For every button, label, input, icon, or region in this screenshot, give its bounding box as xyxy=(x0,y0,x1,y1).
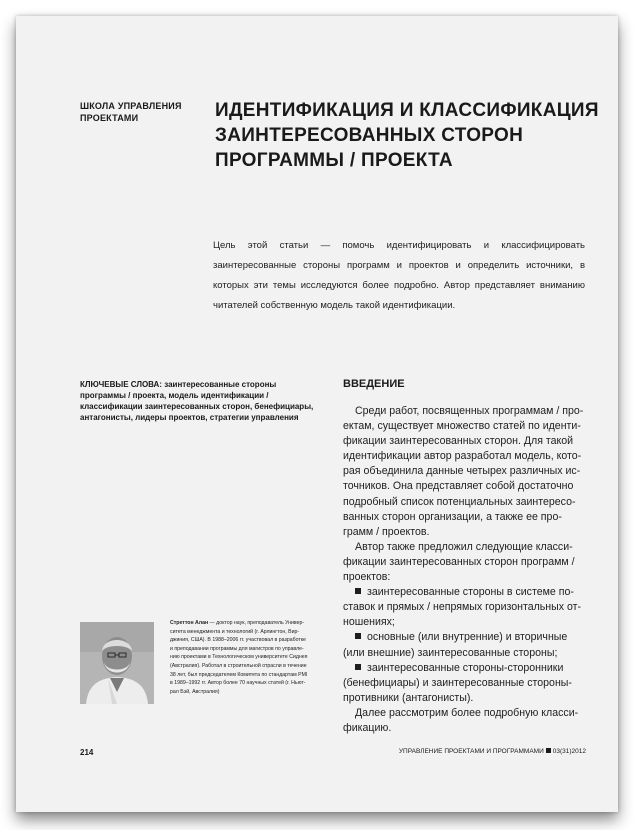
body-line: фикацию. xyxy=(343,721,392,734)
body-line: противники (антагонисты). xyxy=(343,691,474,704)
body-line: проектов: xyxy=(343,571,391,584)
bio-line: 38 лет, был председателем Комитета по стандартам PMI xyxy=(170,671,308,678)
author-name: Стреттон Алан xyxy=(170,620,209,626)
body-line: основные (или внутренние) и вторичные xyxy=(367,631,568,644)
body-line: ванных сторон организации, а также ее про- xyxy=(343,510,562,523)
body-line: заинтересованные стороны в системе по- xyxy=(367,586,574,599)
journal-name: УПРАВЛЕНИЕ ПРОЕКТАМИ И ПРОГРАММАМИ xyxy=(398,748,544,755)
bullet-icon xyxy=(355,664,361,670)
journal-issue: 03(31)2012 xyxy=(552,748,586,755)
body-text xyxy=(343,404,588,736)
body-line: ектам, существует множество статей по иденти- xyxy=(343,420,581,433)
journal-footer xyxy=(390,748,586,755)
section-label-line: ПРОЕКТАМИ xyxy=(80,113,139,123)
author-bio xyxy=(170,619,330,696)
body-line: (бенефициары) и заинтересованные стороны- xyxy=(343,676,572,689)
author-photo xyxy=(80,622,154,704)
body-line: Автор также предложил следующие класси- xyxy=(355,540,573,553)
bio-line: джиния, США). В 1988–2006 гг. участвовал в разработке xyxy=(170,637,306,644)
section-label xyxy=(80,100,190,124)
title-line: ИДЕНТИФИКАЦИЯ И КЛАССИФИКАЦИЯ xyxy=(215,100,599,121)
body-line: (или внешние) заинтересованные стороны; xyxy=(343,646,558,659)
bio-line: и преподавании программы для магистров по управле- xyxy=(170,645,304,652)
bio-line: ситета менеджмента и технологий (г. Арлингтон, Вир- xyxy=(170,628,300,635)
body-line: грамм / проектов. xyxy=(343,525,430,538)
bullet-item xyxy=(343,661,588,676)
bullet-icon xyxy=(355,588,361,594)
section-label-line: ШКОЛА УПРАВЛЕНИЯ xyxy=(80,101,182,111)
body-line: идентификации автор разработал модель, кото- xyxy=(343,450,582,463)
bio-line: рал Бэй, Австралия) xyxy=(170,688,220,695)
body-line: рая объединила данные четырех различных ис- xyxy=(343,465,581,478)
bio-line: в 1989–1992 гг. Автор более 70 научных статей (г. Ньют- xyxy=(170,680,306,687)
bullet-item xyxy=(343,630,588,645)
bio-line-text: — доктор наук, преподаватель Универ- xyxy=(208,620,305,626)
author-portrait-icon xyxy=(80,622,154,704)
title-line: ПРОГРАММЫ / ПРОЕКТА xyxy=(215,150,453,171)
abstract: Цель этой статьи — помочь идентифицировать и классифицировать заинтересованные стороны программ и проектов и определить источники, в которых эти темы исследуются более подробно. Автор представляет вниманию читателей собственную модель такой идентификации. xyxy=(213,240,585,311)
body-line: подробный список потенциальных заинтересо- xyxy=(343,495,576,508)
body-line: фикации заинтересованных сторон программ / xyxy=(343,555,575,568)
bio-line: (Австралия). Работал в строительной отрасли в течение xyxy=(170,662,307,669)
body-line: точников. Она представляет собой достаточно xyxy=(343,480,574,493)
bullet-icon xyxy=(355,633,361,639)
article-title xyxy=(215,98,599,173)
title-line: ЗАИНТЕРЕСОВАННЫХ СТОРОН xyxy=(215,125,524,146)
intro-heading: ВВЕДЕНИЕ xyxy=(343,378,405,390)
body-line: Среди работ, посвященных программам / про- xyxy=(355,405,584,417)
body-line: заинтересованные стороны-сторонники xyxy=(367,661,564,674)
bio-line: нию проектами в Технологическом университете Сиднея xyxy=(170,654,308,661)
bullet-item xyxy=(343,585,588,600)
page-number: 214 xyxy=(80,748,94,757)
body-line: ставок и прямых / непрямых горизонтальных от- xyxy=(343,601,582,614)
body-line: ношениях; xyxy=(343,616,395,629)
body-line: Далее рассмотрим более подробную класси- xyxy=(355,706,579,719)
keywords: КЛЮЧЕВЫЕ СЛОВА: заинтересованные стороны программы / проекта, модель идентификации / классификации заинтересованных сторон, бенефициары, антагонисты, лидеры проектов, стратегии управления xyxy=(80,380,314,422)
bio-line xyxy=(170,619,330,628)
body-line: фикации заинтересованных сторон. Для такой xyxy=(343,435,574,448)
square-icon xyxy=(546,748,551,753)
